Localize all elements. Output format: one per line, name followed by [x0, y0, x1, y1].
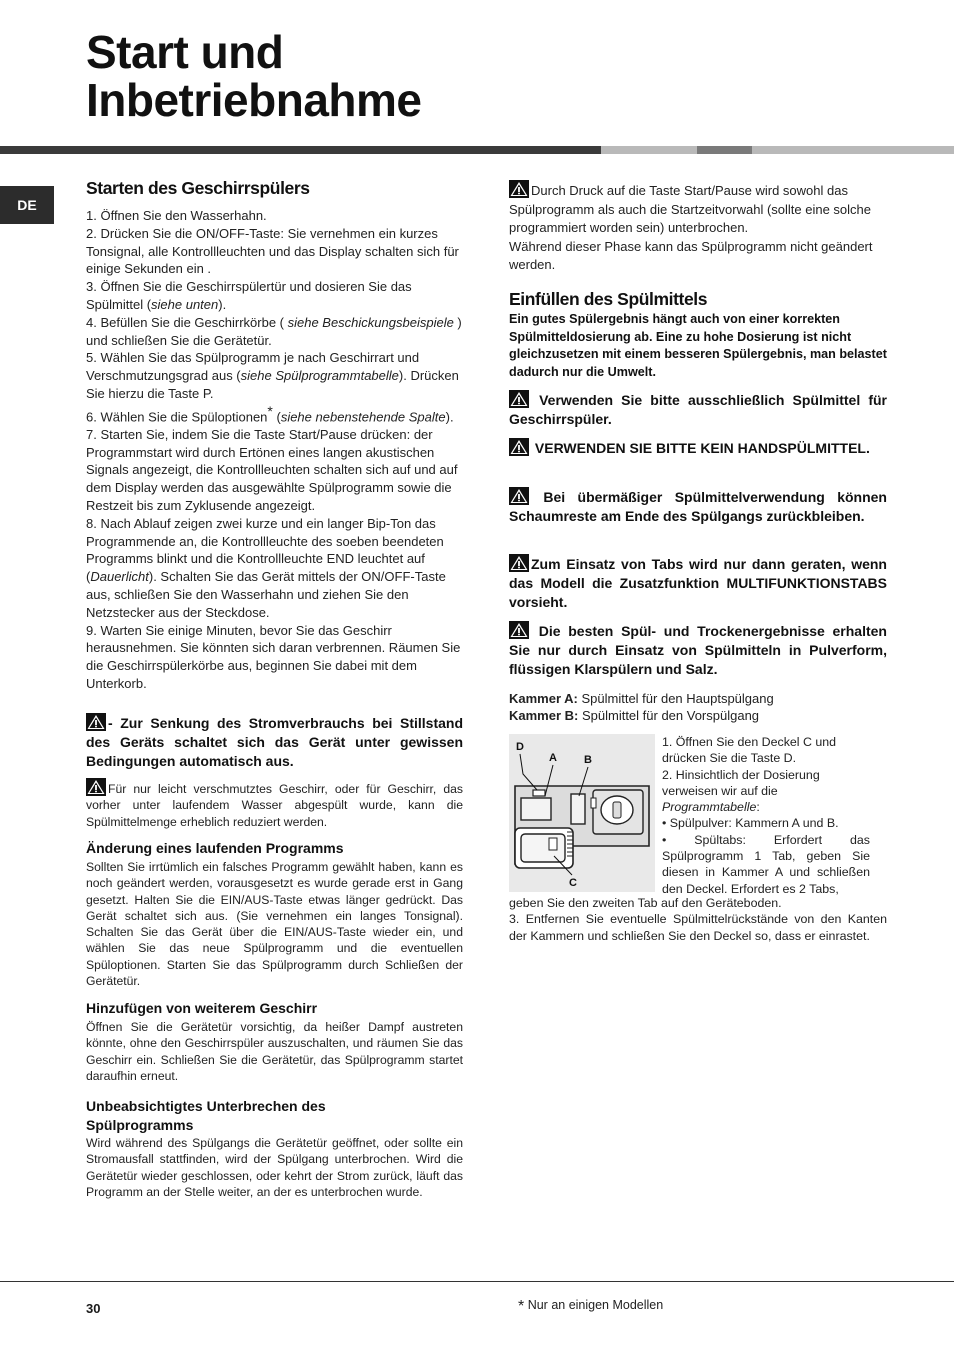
- step-9: 9. Warten Sie einige Minuten, bevor Sie das Geschirr herausnehmen. Sie könnten sich daran verbrennen. Räumen Sie die Geschirrspülerkörbe aus, beginnen Sie dabei mit dem Unterkorb.: [86, 622, 461, 692]
- power-saving-note: - Zur Senkung des Stromverbrauchs bei Stillstand des Geräts schaltet sich das Gerät unter gewissen Bedingungen automatisch aus.: [86, 715, 463, 769]
- warning-icon: [509, 438, 529, 456]
- warning-icon: [509, 554, 529, 572]
- fill-bullet-tabs-cont: geben Sie den zweiten Tab auf den Geräteboden.: [509, 896, 782, 910]
- step-2: 2. Drücken Sie die ON/OFF-Taste: Sie vernehmen ein kurzes Tonsignal, alle Kontrollleuchten und das Display schalten sich für einige Sekunden ein .: [86, 225, 459, 277]
- warning-dishwasher-detergent: Verwenden Sie bitte ausschließlich Spülmittel für Geschirrspüler.: [509, 392, 887, 427]
- label-b: B: [584, 754, 592, 766]
- step-7: 7. Starten Sie, indem Sie die Taste Start/Pause drücken: der Programmstart wird durch Ertönen eines langen akustischen Signals angezeigt, die Kontrollleuchten schalten sich auf und auf dem Display werden das ausgewählte Spülprogramm sowie die Restzeit bis zum Zyklusende angezeigt.: [86, 426, 458, 514]
- label-c: C: [569, 877, 577, 889]
- light-soil-note: Für nur leicht verschmutztes Geschirr, oder für Geschirr, das vorher unter laufendem Wasser abgespült wurde, kann die Spülmittelmenge erheblich reduziert werden.: [86, 778, 463, 830]
- language-tab: DE: [0, 186, 54, 224]
- chamber-b: Kammer B: Spülmittel für den Vorspülgang: [509, 708, 760, 723]
- interrupt-text: Wird während des Spülgangs die Gerätetür geöffnet, oder sollte ein Stromausfall stattfinden, wird der Spülgang unterbrochen. Wird die Gerätetür wieder geschlossen, oder kehrt der Strom zurück, läuft das Programm an der Stelle weiter, an der es unterbrochen wurde.: [86, 1136, 463, 1199]
- label-a: A: [549, 752, 557, 764]
- step-8: 8. Nach Ablauf zeigen zwei kurze und ein langer Bip-Ton das Programmende an, die Kontrollleuchte des soeben beendeten Programms blinkt und die Kontrollleuchte END leuchtet auf (Dauerlicht). Schalten Sie das Gerät mittels der ON/OFF-Taste aus, schließen Sie den Wasserhahn und ziehen Sie den Netzstecker aus der Steckdose.: [86, 515, 446, 620]
- warning-icon: [86, 778, 106, 796]
- header-rule-segment: [752, 146, 954, 154]
- section-title-detergent: Einfüllen des Spülmittels: [509, 289, 708, 309]
- dispenser-diagram: [509, 734, 655, 892]
- fill-step-3: 3. Entfernen Sie eventuelle Spülmittelrückstände von den Kanten der Kammern und schließen Sie den Deckel so, dass er einrastet.: [509, 912, 887, 943]
- change-program-title: Änderung eines laufenden Programms: [86, 840, 344, 856]
- warning-icon: [509, 180, 529, 198]
- footer-rule: [0, 1281, 954, 1282]
- fill-step-1: 1. Öffnen Sie den Deckel C und drücken Sie die Taste D.: [662, 735, 837, 766]
- header-rule-segment: [601, 146, 697, 154]
- interrupt-title: Unbeabsichtigtes Unterbrechen des Spülprogramms: [86, 1098, 326, 1133]
- step-1: 1. Öffnen Sie den Wasserhahn.: [86, 208, 267, 223]
- step-4: 4. Befüllen Sie die Geschirrkörbe ( siehe Beschickungsbeispiele ) und schließen Sie die Gerätetür.: [86, 314, 462, 348]
- chamber-a: Kammer A: Spülmittel für den Hauptspülgang: [509, 691, 774, 706]
- chamber-legend: [509, 690, 887, 724]
- warning-icon: [86, 713, 106, 731]
- warning-tabs: Zum Einsatz von Tabs wird nur dann geraten, wenn das Modell die Zusatzfunktion MULTIFUNKTIONSTABS vorsieht.: [509, 556, 887, 610]
- page-title-line1: Start und: [86, 26, 284, 78]
- label-d: D: [516, 741, 524, 753]
- step-3: 3. Öffnen Sie die Geschirrspülertür und dosieren Sie das Spülmittel (siehe unten).: [86, 279, 412, 312]
- page-title: [86, 28, 422, 124]
- warning-foam-residue: Bei übermäßiger Spülmittelverwendung können Schaumreste am Ende des Spülgangs zurückbleiben.: [509, 489, 887, 524]
- fill-steps-bottom: [509, 895, 887, 944]
- header-rule-segment: [697, 146, 752, 154]
- step-6: 6. Wählen Sie die Spüloptionen* (siehe nebenstehende Spalte).: [86, 402, 454, 425]
- start-steps: [86, 207, 463, 693]
- fill-steps-side: [662, 734, 870, 897]
- warning-no-hand-detergent: VERWENDEN SIE BITTE KEIN HANDSPÜLMITTEL.: [509, 438, 887, 458]
- start-pause-note-2: Während dieser Phase kann das Spülprogramm nicht geändert werden.: [509, 238, 873, 273]
- fill-bullet-tabs: • Spültabs: Erfordert das Spülprogramm 1 Tab, geben Sie diesen in Kammer A und schließen den Deckel. Erfordert es 2 Tabs,: [662, 832, 870, 896]
- fill-step-2: 2. Hinsichtlich der Dosierung verweisen wir auf die Programmtabelle:: [662, 767, 820, 815]
- change-program-text: Sollten Sie irrtümlich ein falsches Programm gewählt haben, kann es noch geändert werden, vorausgesetzt es wurde gerade erst in Gang gesetzt. Halten Sie die EIN/AUS-Taste etwas länger gedrückt. Das Gerät schaltet sich aus. (Sie vernehmen ein langes Tonsignal). Schalten Sie das Gerät über die EIN/AUS-Taste wieder ein, und wählen Sie das neue Spülprogramm und die eventuellen Spüloptionen. Starten Sie das Spülprogramm durch Schließen der Gerätetür.: [86, 860, 463, 989]
- add-dishes-title: Hinzufügen von weiterem Geschirr: [86, 1000, 318, 1016]
- page-number: 30: [86, 1301, 101, 1316]
- page-title-line2: Inbetriebnahme: [86, 74, 422, 126]
- add-dishes-text: Öffnen Sie die Gerätetür vorsichtig, da heißer Dampf austreten könnte, ohne den Geschirrspüler auszuschalten, und räumen Sie das Geschirr ein. Schließen Sie die Gerätetür, das Spülprogramm startet daraufhin erneut.: [86, 1020, 463, 1083]
- detergent-intro: Ein gutes Spülergebnis hängt auch von einer korrekten Spülmitteldosierung ab. Eine zu hohe Dosierung ist nicht gleichzusetzen mit einem besseren Spülergebnis, man belastet dadurch nur die Umwelt.: [509, 312, 887, 379]
- step-5: 5. Wählen Sie das Spülprogramm je nach Geschirrart und Verschmutzungsgrad aus (siehe Spülprogrammtabelle). Drücken Sie hierzu die Taste P.: [86, 350, 459, 401]
- header-rule: [0, 146, 601, 154]
- footnote: * Nur an einigen Modellen: [518, 1298, 664, 1315]
- warning-icon: [509, 487, 529, 505]
- warning-best-results: Die besten Spül- und Trockenergebnisse erhalten Sie nur durch Einsatz von Spülmitteln in Pulverform, flüssigen Klarspülern und Salz.: [509, 623, 887, 677]
- section-title-starting: Starten des Geschirrspülers: [86, 178, 310, 198]
- start-pause-note: Durch Druck auf die Taste Start/Pause wird sowohl das Spülprogramm als auch die Startzeitvorwahl (sollte eine solche programmiert worden sein) unterbrochen. Während dieser Phase kann das Spülprogramm nicht geändert werden.: [509, 180, 887, 275]
- fill-bullet-powder: • Spülpulver: Kammern A und B.: [662, 816, 839, 831]
- warning-icon: [509, 390, 529, 408]
- warning-icon: [509, 621, 529, 639]
